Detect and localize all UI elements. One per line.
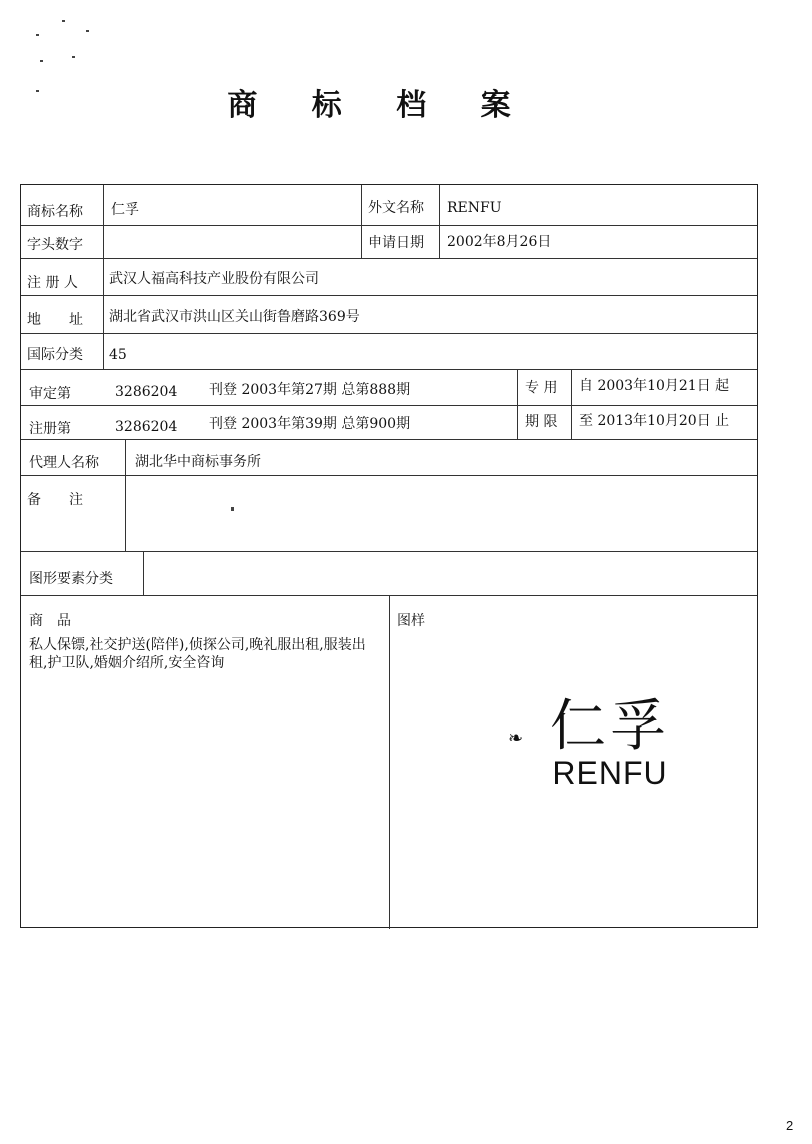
col-line <box>439 185 440 258</box>
apply-date-label: 申请日期 <box>368 235 424 251</box>
intl-class-value: 45 <box>109 347 127 363</box>
exclusive-label: 专 用 <box>525 380 558 396</box>
registrant-value: 武汉人福高科技产业股份有限公司 <box>109 271 319 287</box>
intl-class-label: 国际分类 <box>27 347 83 363</box>
address-label: 地 址 <box>27 312 83 328</box>
goods-list: 私人保镖,社交护送(陪伴),侦探公司,晚礼服出租,服装出租,护卫队,婚姻介绍所,安全咨询 <box>29 637 366 671</box>
scan-speck <box>36 34 39 36</box>
scan-speck <box>231 507 234 511</box>
row-line <box>21 258 757 259</box>
registrant-label: 注 册 人 <box>27 275 78 291</box>
sample-label: 图样 <box>397 613 425 629</box>
col-line <box>517 369 518 439</box>
bird-logo-icon: ❧ <box>508 728 528 748</box>
exam-publication: 刊登 2003年第27期 总第888期 <box>209 382 411 398</box>
foreign-name-label: 外文名称 <box>368 200 424 216</box>
col-line <box>125 439 126 551</box>
initials-label: 字头数字 <box>27 237 83 253</box>
trademark-sample <box>508 694 690 791</box>
row-line <box>21 295 757 296</box>
remarks-label: 备 注 <box>27 492 83 508</box>
figure-class-label: 图形要素分类 <box>29 571 113 587</box>
mark-name-label: 商标名称 <box>27 204 83 220</box>
mark-name-value: 仁孚 <box>111 202 139 218</box>
scan-speck <box>62 20 65 22</box>
row-line <box>21 551 757 552</box>
reg-label: 注册第 <box>29 421 71 437</box>
foreign-name-value: RENFU <box>447 200 502 216</box>
logo-english-text: RENFU <box>552 755 668 791</box>
row-line <box>21 225 757 226</box>
reg-publication: 刊登 2003年第39期 总第900期 <box>209 416 411 432</box>
apply-date-value: 2002年8月26日 <box>447 234 552 250</box>
goods-label: 商 品 <box>29 613 71 629</box>
period-label: 期 限 <box>525 414 558 430</box>
exam-number: 3286204 <box>115 384 178 400</box>
col-line <box>143 551 144 595</box>
row-line <box>21 439 757 440</box>
reg-number: 3286204 <box>115 419 178 435</box>
row-line <box>21 333 757 334</box>
scan-speck <box>72 56 75 58</box>
row-line <box>21 369 757 370</box>
page-number: 2 <box>786 1118 794 1133</box>
row-line <box>21 405 757 406</box>
col-line <box>361 185 362 258</box>
valid-from: 自 2003年10月21日 起 <box>579 378 730 394</box>
agent-label: 代理人名称 <box>29 455 99 471</box>
col-line <box>571 369 572 439</box>
row-line <box>21 475 757 476</box>
agent-value: 湖北华中商标事务所 <box>135 454 261 470</box>
logo-chinese-text: 仁孚 <box>550 694 670 757</box>
scan-speck <box>86 30 89 32</box>
col-line <box>103 185 104 369</box>
valid-to: 至 2013年10月20日 止 <box>579 413 730 429</box>
address-value: 湖北省武汉市洪山区关山街鲁磨路369号 <box>109 309 360 325</box>
col-line <box>389 595 390 929</box>
scan-speck <box>40 60 43 62</box>
exam-label: 审定第 <box>29 386 71 402</box>
trademark-record-form <box>20 184 758 928</box>
page-title: 商 标 档 案 <box>227 88 533 123</box>
